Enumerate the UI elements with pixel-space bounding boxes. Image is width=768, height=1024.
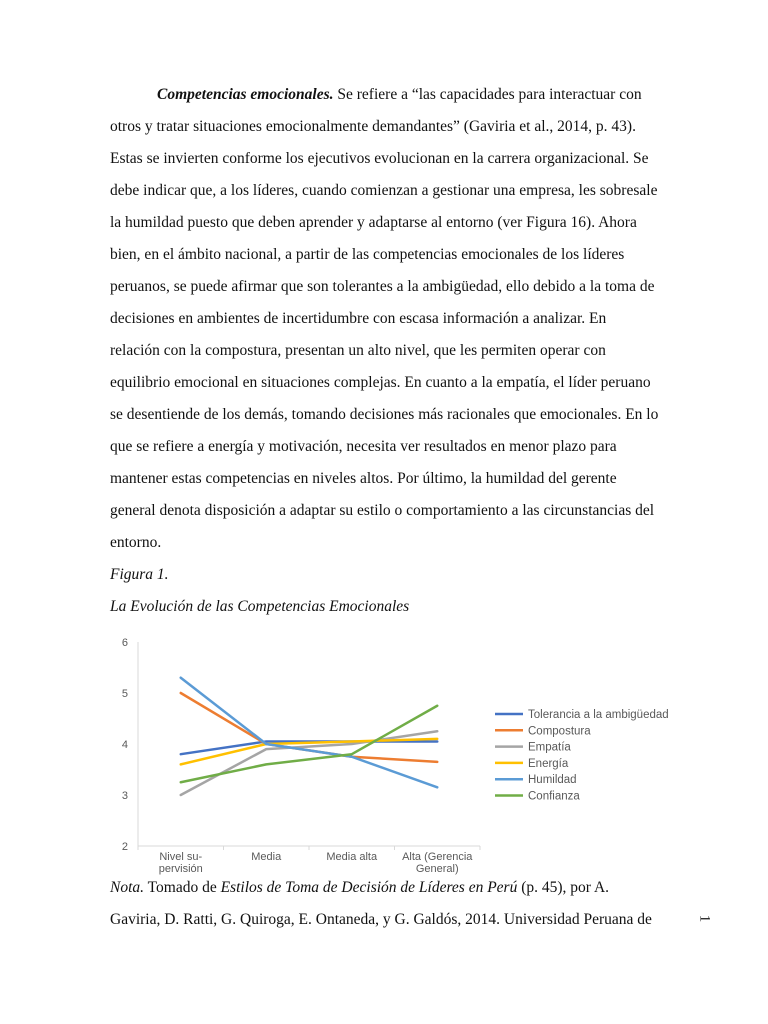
paragraph-line: bien, en el ámbito nacional, a partir de las competencias emocionales de los líderes — [110, 246, 625, 263]
legend-label: Tolerancia a la ambigüedad — [528, 709, 669, 721]
paragraph-line: equilibrio emocional en situaciones complejas. En cuanto a la empatía, el líder peruano — [110, 374, 651, 391]
y-tick-label: 4 — [121, 739, 128, 751]
paragraph-line: la humildad puesto que deben aprender y adaptarse al entorno (ver Figura 16). Ahora — [110, 214, 637, 231]
paragraph-line: Estas se invierten conforme los ejecutivos evolucionan en la carrera organizacional. Se — [110, 150, 649, 167]
figure-title: La Evolución de las Competencias Emocionales — [110, 598, 410, 615]
note-line: Gaviria, D. Ratti, G. Quiroga, E. Ontaneda, y G. Galdós, 2014. Universidad Peruana de — [110, 911, 652, 928]
series-line — [181, 678, 438, 788]
x-tick-label: Nivel su- — [159, 851, 203, 863]
note-label: Nota. — [110, 879, 145, 896]
paragraph-line: decisiones en ambientes de incertidumbre con escasa información a analizar. En — [110, 310, 607, 327]
note-line: Nota. Tomado de Estilos de Toma de Decisión de Líderes en Perú (p. 45), por A. — [110, 879, 610, 896]
paragraph-line: peruanos, se puede afirmar que son tolerantes a la ambigüedad, ello debido a la toma de — [110, 278, 655, 295]
y-tick-label: 6 — [121, 637, 128, 649]
page-number: 1 — [696, 914, 713, 923]
paragraph-line: se desentiende de los demás, tomando decisiones más racionales que emocionales. En lo — [110, 406, 659, 423]
body-paragraph — [110, 79, 670, 559]
legend-label: Energía — [528, 757, 569, 770]
y-tick-label: 3 — [121, 790, 128, 802]
paragraph-line: que se refiere a energía y motivación, necesita ver resultados en menor plazo para — [110, 438, 617, 455]
x-tick-label: pervisión — [158, 863, 203, 875]
paragraph-line: mantener estas competencias en niveles altos. Por último, la humildad del gerente — [110, 470, 617, 487]
figure-note — [110, 872, 670, 936]
paragraph-line: general denota disposición a adaptar su estilo o comportamiento a las circunstancias del — [110, 502, 655, 519]
line-chart — [110, 628, 710, 878]
figure-label: Figura 1. — [110, 566, 169, 583]
paragraph-line: otros y tratar situaciones emocionalmente demandantes” (Gaviria et al., 2014, p. 43). — [110, 118, 636, 135]
x-tick-label: General) — [415, 863, 459, 875]
legend-label: Compostura — [528, 725, 591, 738]
paragraph-line: relación con la compostura, presentan un alto nivel, que les permiten operar con — [110, 342, 606, 359]
section-heading: Competencias emocionales. — [157, 86, 334, 103]
paragraph-line: entorno. — [110, 534, 162, 551]
paragraph-line: debe indicar que, a los líderes, cuando comienzan a gestionar una empresa, les sobresale — [110, 182, 658, 199]
legend-label: Empatía — [528, 741, 571, 754]
book-title: Estilos de Toma de Decisión de Líderes en Perú — [220, 879, 518, 896]
y-tick-label: 5 — [121, 688, 128, 700]
paragraph-line: Competencias emocionales. Se refiere a “las capacidades para interactuar con — [157, 86, 642, 103]
legend-label: Confianza — [528, 790, 580, 803]
legend-label: Humildad — [528, 774, 577, 787]
x-tick-label: Media — [251, 851, 282, 863]
x-tick-label: Alta (Gerencia — [402, 851, 473, 863]
y-tick-label: 2 — [121, 841, 128, 853]
x-tick-label: Media alta — [326, 851, 378, 863]
